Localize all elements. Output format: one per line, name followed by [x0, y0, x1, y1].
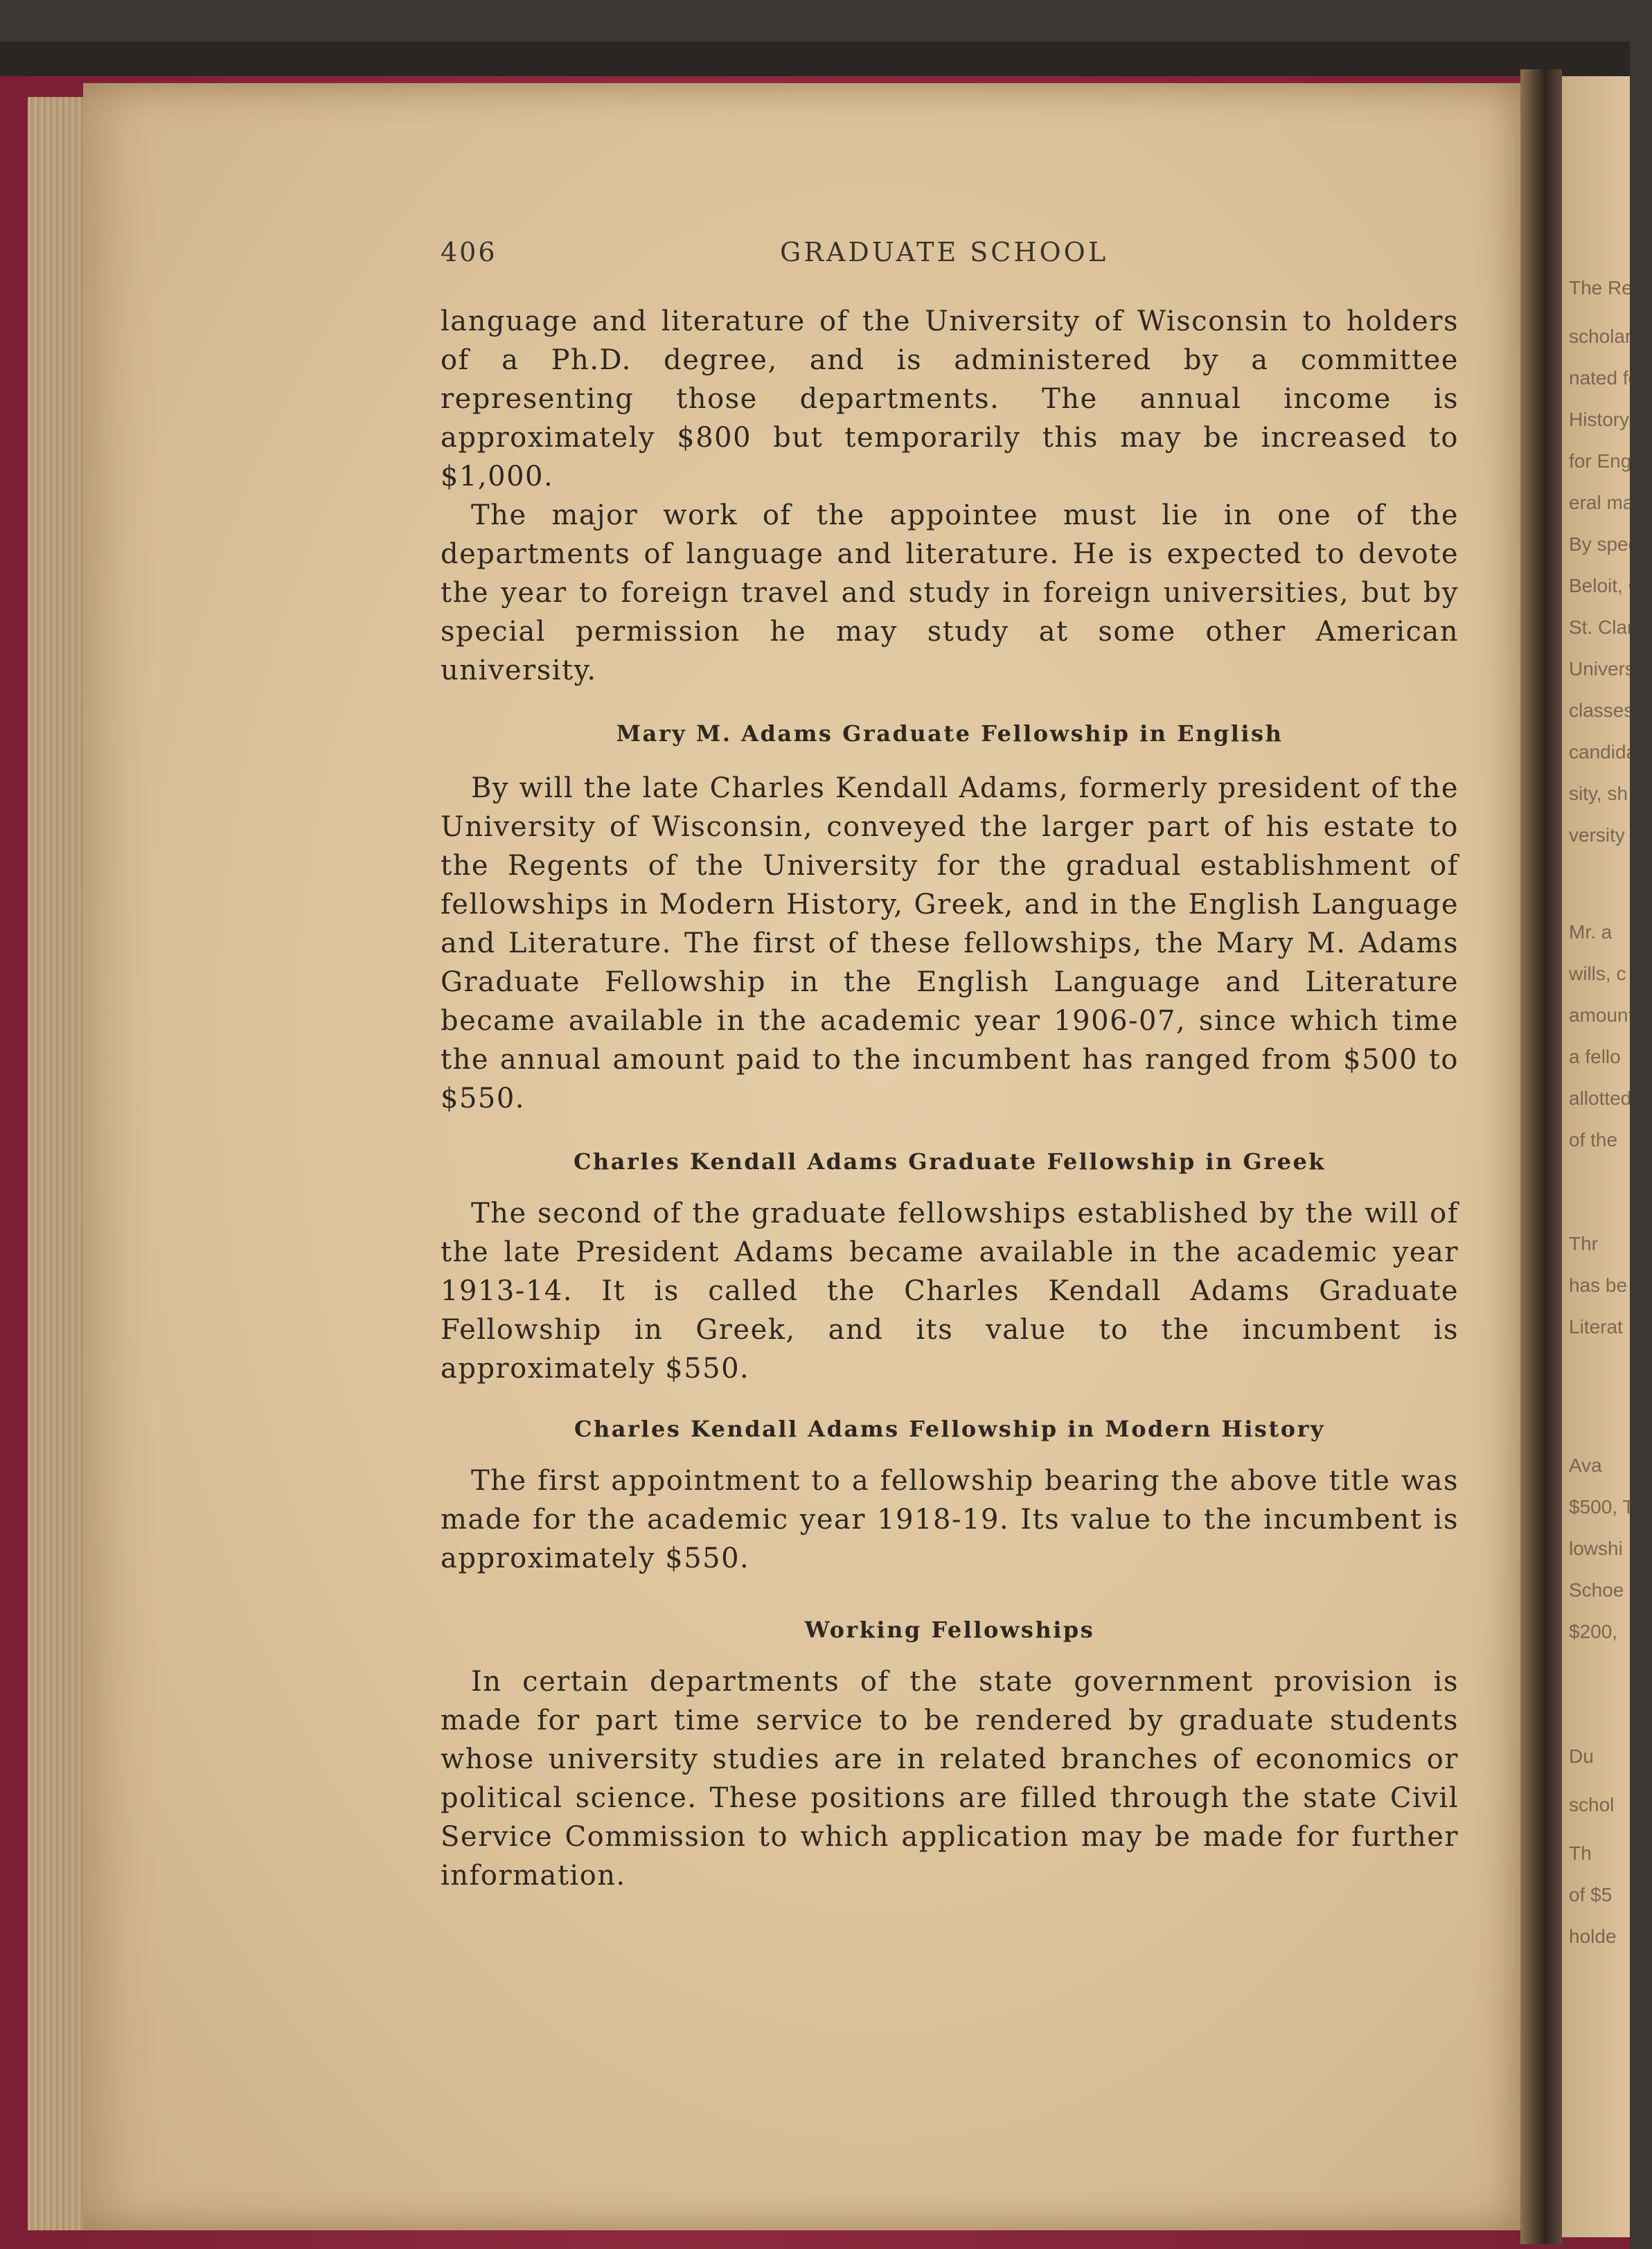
facing-page-fragment: $500, T	[1569, 1496, 1635, 1518]
facing-page-fragment: History,	[1569, 409, 1633, 430]
facing-page-fragment: The Re	[1569, 277, 1633, 299]
facing-page-fragment: sity, sh	[1569, 783, 1628, 804]
facing-page-fragment: St. Clar	[1569, 616, 1634, 638]
facing-page-fragment: candidat	[1569, 741, 1642, 763]
working-fellowships-heading: Working Fellowships	[804, 1617, 1095, 1643]
history-fellowship-heading: Charles Kendall Adams Fellowship in Modern History	[574, 1416, 1326, 1442]
facing-page	[1562, 76, 1652, 2237]
page-number: 406	[441, 237, 497, 267]
facing-page-fragment: $200,	[1569, 1621, 1618, 1642]
history-fellowship-paragraph: The first appointment to a fellowship bearing the above title was made for the academic year 1918-19. Its value to the incumbent is approximately $550.	[441, 1465, 1459, 1574]
facing-page-fragment: Beloit, C	[1569, 575, 1642, 596]
facing-page-fragment: scholarsh	[1569, 326, 1652, 347]
facing-page-fragment: Schoe	[1569, 1579, 1624, 1601]
facing-page-fragment: Literat	[1569, 1316, 1623, 1337]
facing-page-fragment: Mr. a	[1569, 921, 1613, 943]
facing-page-fragment: of $5	[1569, 1884, 1613, 1905]
running-header	[441, 237, 1133, 272]
facing-page-fragment: allotted	[1569, 1087, 1632, 1109]
facing-page-fragment: wills, c	[1569, 963, 1626, 984]
facing-page-fragment: for Engi	[1569, 450, 1636, 472]
facing-page-fragment: of the	[1569, 1129, 1618, 1150]
facing-page-fragment: lowshi	[1569, 1538, 1623, 1559]
facing-page-fragment: Ava	[1569, 1455, 1602, 1476]
facing-page-fragment: schol	[1569, 1794, 1615, 1815]
facing-page-fragment: a fello	[1569, 1046, 1621, 1067]
facing-page-fragment: nated fo	[1569, 367, 1640, 389]
running-head-title: GRADUATE SCHOOL	[780, 237, 1109, 267]
facing-page-fragment: Thr	[1569, 1233, 1598, 1254]
facing-page-fragment: holde	[1569, 1926, 1617, 1947]
working-fellowships-paragraph: In certain departments of the state government provision is made for part time service to be rendered by graduate students whose university studies are in related branches of economics or political science. These positions are filled through the state Civil Service Commission to which application may be made for further information.	[441, 1666, 1459, 1892]
facing-page-fragment: eral mai	[1569, 492, 1638, 513]
english-fellowship-paragraph: By will the late Charles Kendall Adams, formerly president of the University of Wisconsin, conveyed the larger part of his estate to the Regents of the University for the gradual establishment of fellowships in Modern History, Greek, and in the English Language and Literature. The first of these fellowships, the Mary M. Adams Graduate Fellowship in the English Language and Literature became available in the academic year 1906-07, since which time the annual amount paid to the incumbent has ranged from $500 to $550.	[441, 772, 1459, 1114]
facing-page-fragment: By speci	[1569, 533, 1642, 555]
facing-page-fragment: Th	[1569, 1842, 1592, 1864]
intro-paragraph-2: The major work of the appointee must lie in one of the departments of language and literature. He is expected to devote the year to foreign travel and study in foreign universities, but by special permission he may study at some other American university.	[441, 499, 1459, 686]
greek-fellowship-paragraph: The second of the graduate fellowships established by the will of the late President Adams became available in the academic year 1913-14. It is called the Charles Kendall Adams Graduate Fellowship in Greek, and its value to the incumbent is approximately $550.	[441, 1198, 1459, 1385]
intro-paragraph-1: language and literature of the University of Wisconsin to holders of a Ph.D. degree, and is administered by a committee representing those departments. The annual income is approximately $800 but temporarily this may be increased to $1,000.	[441, 305, 1459, 492]
facing-page-fragment: classes	[1569, 700, 1634, 721]
facing-page-fragment: amount	[1569, 1004, 1634, 1026]
book-gutter	[1520, 69, 1562, 2244]
facing-page-fragment: has be	[1569, 1274, 1628, 1296]
facing-page-fragment: versity	[1569, 824, 1625, 846]
greek-fellowship-heading: Charles Kendall Adams Graduate Fellowship in Greek	[574, 1148, 1326, 1175]
page-body	[441, 302, 1459, 1895]
english-fellowship-heading: Mary M. Adams Graduate Fellowship in English	[616, 720, 1284, 747]
facing-page-fragment: Univers	[1569, 658, 1635, 679]
facing-page-fragment: Du	[1569, 1745, 1594, 1767]
